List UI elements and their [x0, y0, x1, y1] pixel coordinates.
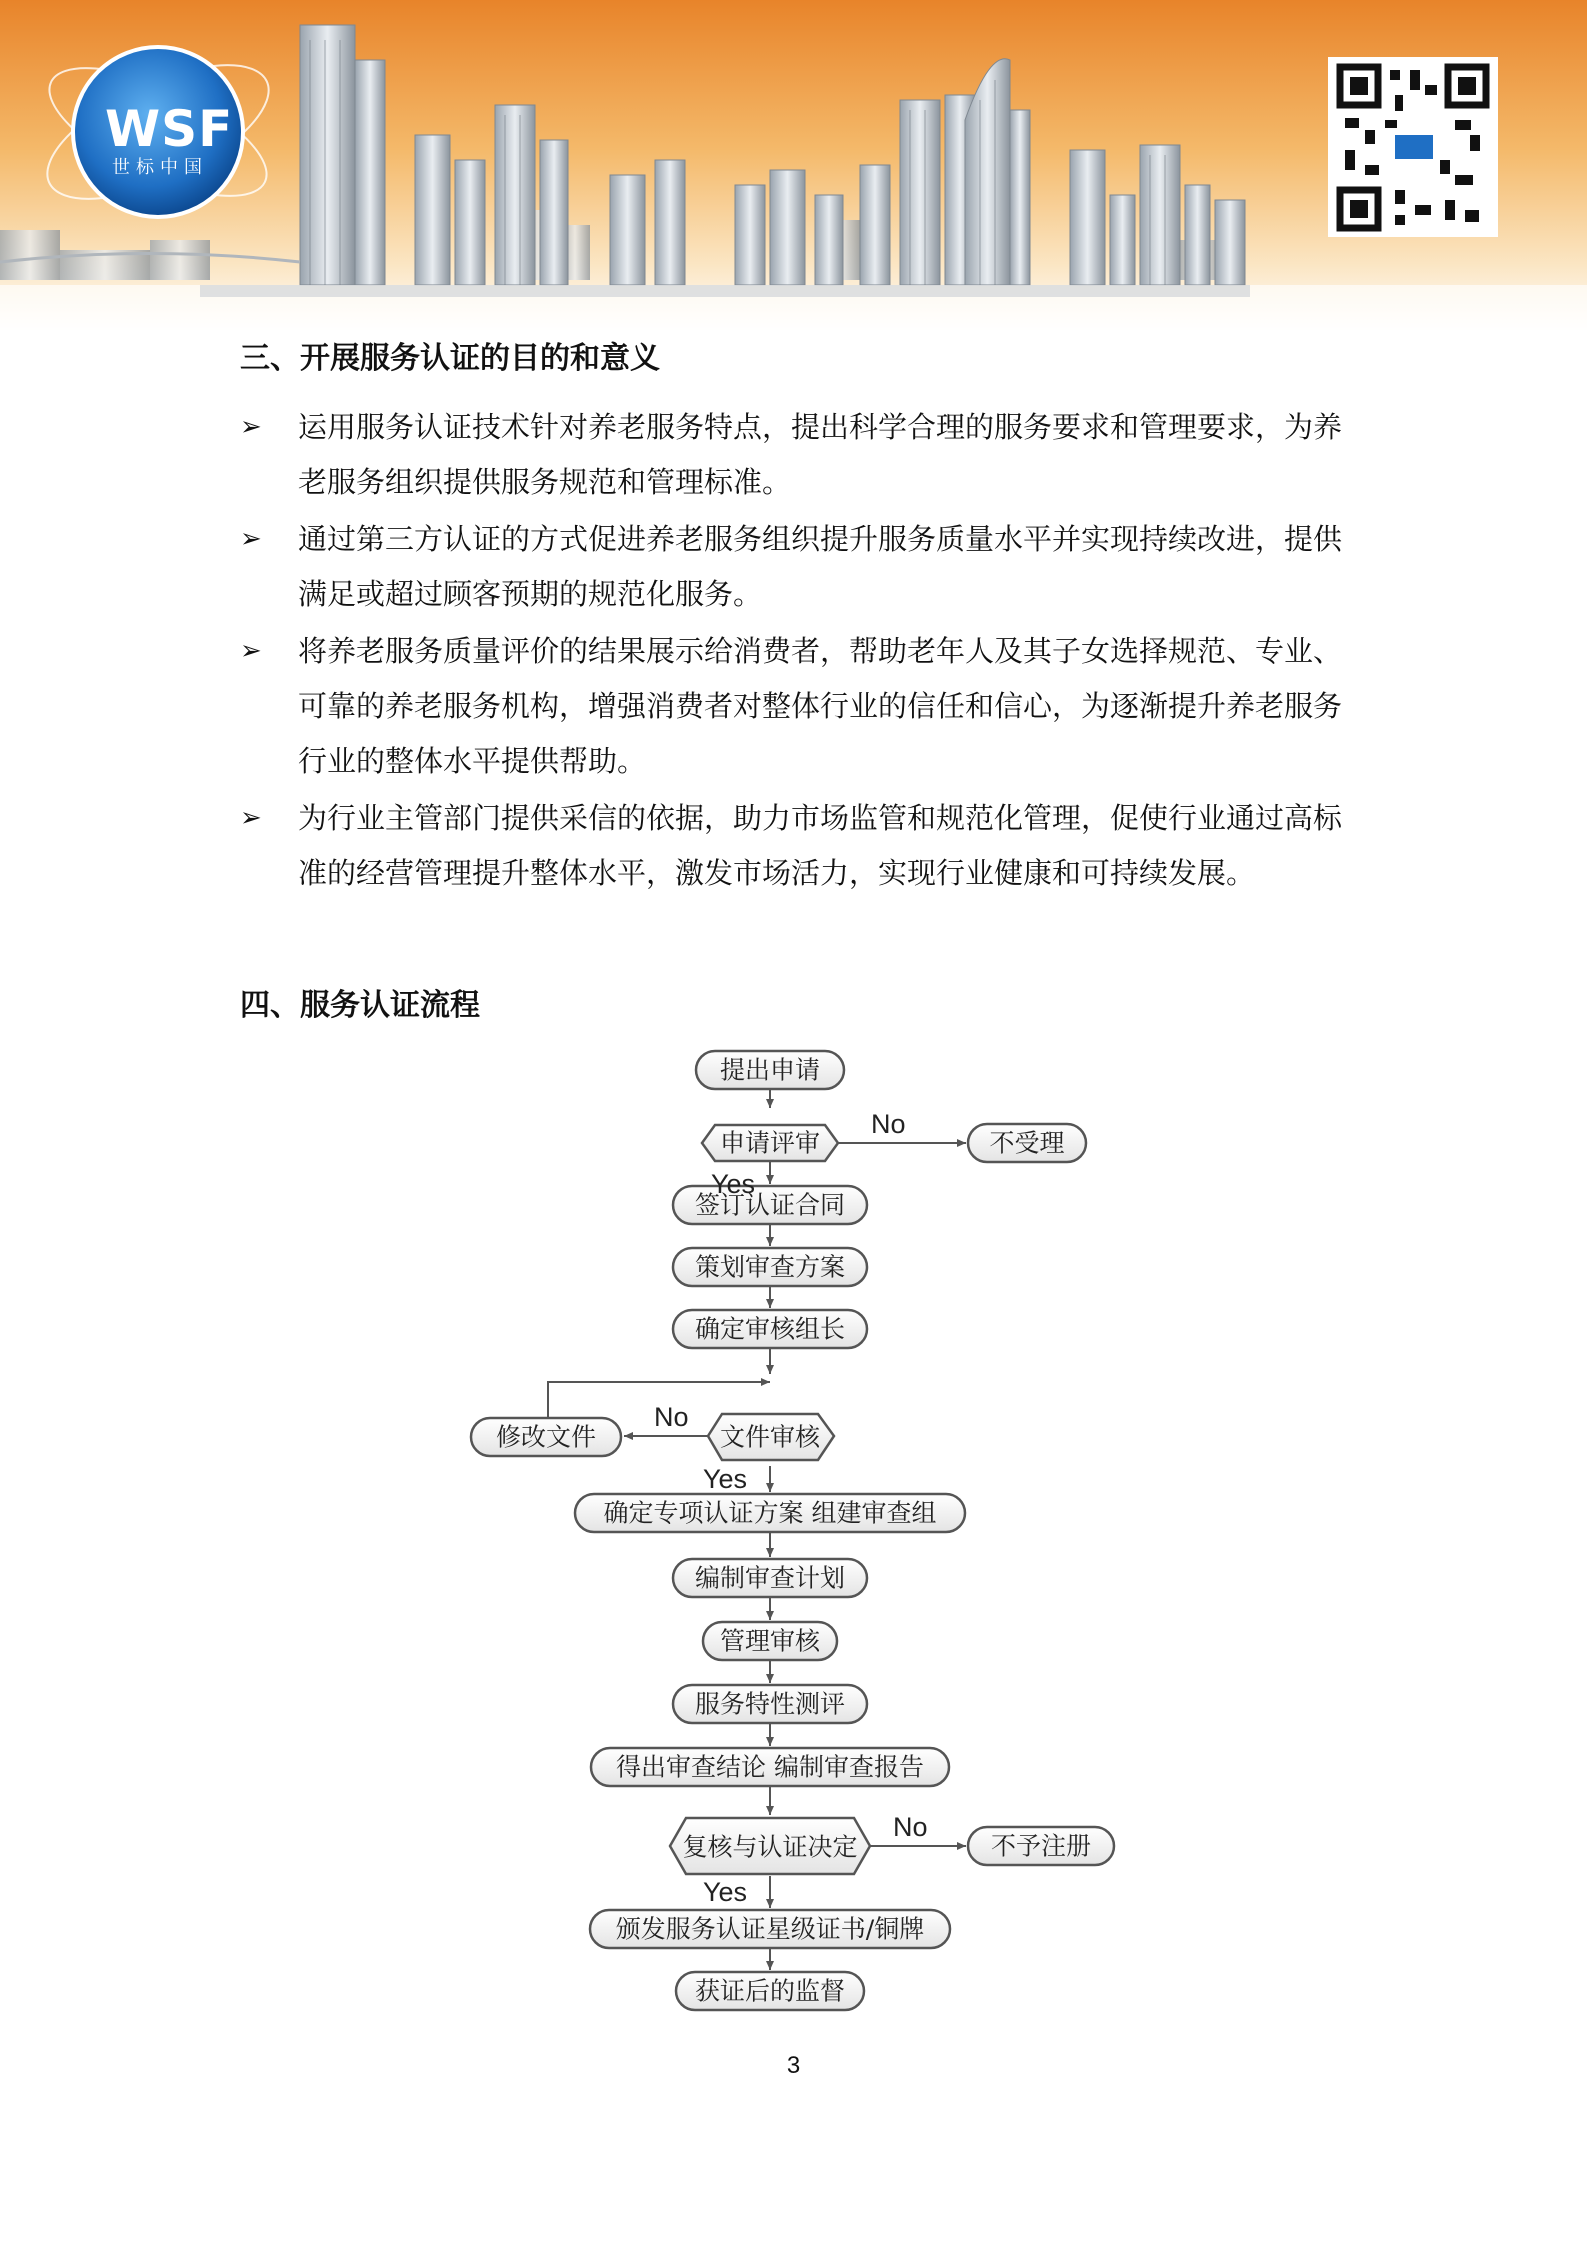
step-apply: 提出申请 — [719, 1055, 821, 1085]
list-item — [240, 400, 1370, 510]
purpose-bullet-list — [240, 400, 1370, 903]
step-reject2: 不予注册 — [990, 1831, 1092, 1861]
bullet-text: 通过第三方认证的方式促进养老服务组织提升服务质量水平并实现持续改进，提供满足或超过顾客预期的规范化服务。 — [298, 522, 1343, 611]
step-monitor: 获证后的监督 — [694, 1976, 846, 2006]
step-special: 确定专项认证方案 组建审查组 — [603, 1498, 937, 1528]
step-reject1: 不受理 — [989, 1128, 1065, 1158]
bullet-text: 为行业主管部门提供采信的依据，助力市场监管和规范化管理，促使行业通过高标准的经营管理提升整体水平，激发市场活力，实现行业健康和可持续发展。 — [298, 801, 1343, 890]
yes-label: Yes — [703, 1877, 748, 1907]
bullet-text: 运用服务认证技术针对养老服务特点，提出科学合理的服务要求和管理要求，为养老服务组织提供服务规范和管理标准。 — [298, 410, 1343, 499]
step-revise: 修改文件 — [495, 1422, 597, 1452]
certification-flowchart — [0, 1030, 1587, 2030]
step-schedule: 编制审查计划 — [694, 1563, 846, 1593]
arrow-bullet-icon: ➢ — [240, 412, 262, 442]
logo-subtitle: 世标中国 — [112, 157, 208, 178]
list-item — [240, 512, 1370, 622]
header-banner — [0, 0, 1587, 332]
logo-wordmark: WSF — [105, 100, 234, 158]
section-3-title: 三、开展服务认证的目的和意义 — [240, 341, 660, 376]
step-mgmt: 管理审核 — [719, 1626, 821, 1656]
city-skyline-banner — [0, 0, 1587, 332]
step-plan: 策划审查方案 — [694, 1252, 846, 1282]
yes-label: Yes — [711, 1169, 756, 1199]
section-4-title: 四、服务认证流程 — [240, 988, 480, 1023]
decision-decision: 复核与认证决定 — [682, 1832, 858, 1862]
step-leader: 确定审核组长 — [694, 1314, 846, 1344]
step-conclusion: 得出审查结论 编制审查报告 — [616, 1752, 924, 1782]
no-label: No — [893, 1812, 928, 1842]
no-label: No — [654, 1402, 689, 1432]
step-contract: 签订认证合同 — [694, 1190, 846, 1220]
arrow-bullet-icon: ➢ — [240, 636, 262, 666]
qr-code — [1328, 57, 1498, 237]
arrow-bullet-icon: ➢ — [240, 803, 262, 833]
list-item — [240, 624, 1370, 789]
list-item — [240, 791, 1370, 901]
yes-label: Yes — [703, 1464, 748, 1494]
step-service-eval: 服务特性测评 — [694, 1689, 846, 1719]
no-label: No — [871, 1109, 906, 1139]
arrow-bullet-icon: ➢ — [240, 524, 262, 554]
step-issue: 颁发服务认证星级证书/铜牌 — [615, 1914, 925, 1944]
decision-review: 申请评审 — [719, 1128, 821, 1158]
bullet-text: 将养老服务质量评价的结果展示给消费者，帮助老年人及其子女选择规范、专业、可靠的养老服务机构，增强消费者对整体行业的信任和信心，为逐渐提升养老服务行业的整体水平提供帮助。 — [298, 634, 1343, 778]
decision-doc-review: 文件审核 — [719, 1422, 821, 1452]
page-number: 3 — [786, 2052, 801, 2079]
